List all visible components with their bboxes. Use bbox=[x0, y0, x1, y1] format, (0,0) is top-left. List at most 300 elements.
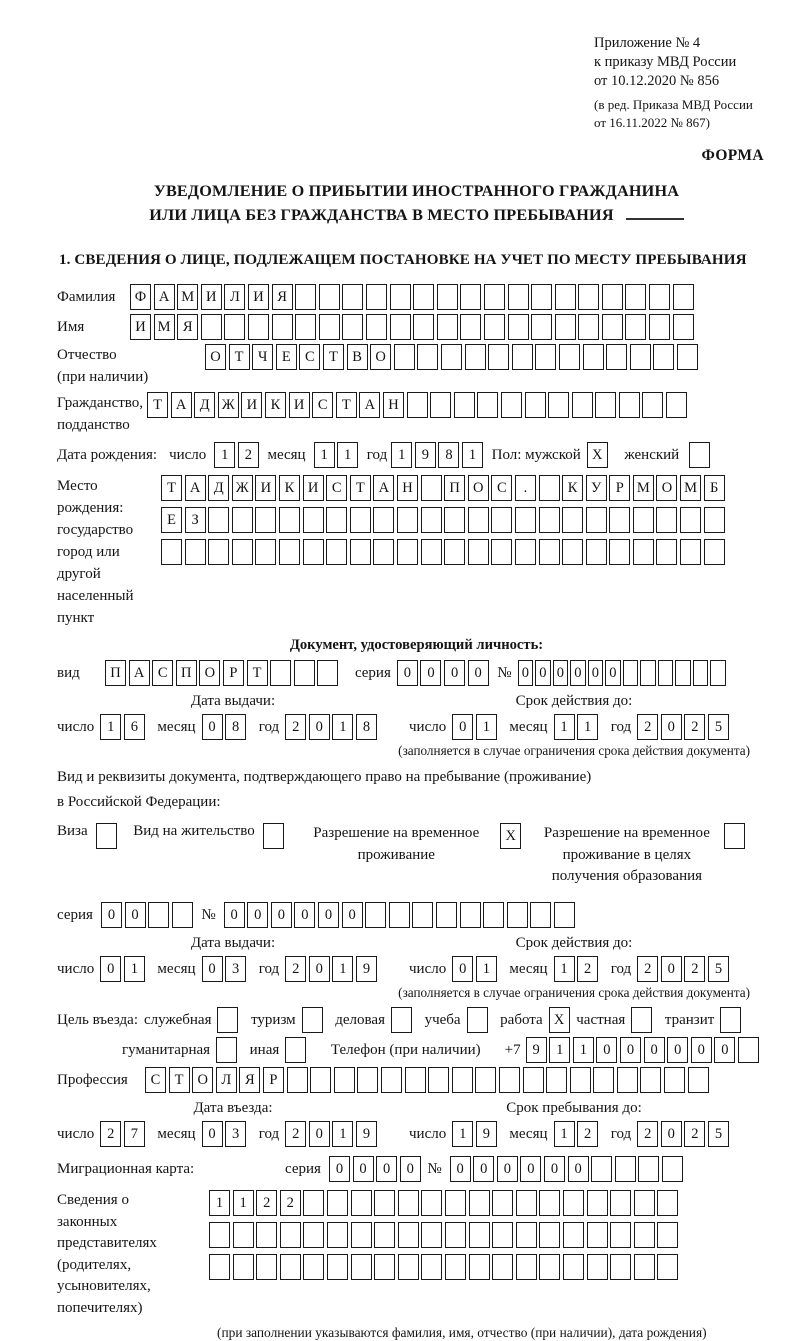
char-box[interactable]: 1 bbox=[452, 1121, 473, 1147]
migration-number-boxes[interactable] bbox=[450, 1156, 686, 1182]
char-box[interactable]: 0 bbox=[309, 1121, 330, 1147]
char-box[interactable] bbox=[357, 1067, 378, 1093]
char-box[interactable]: 0 bbox=[202, 1121, 223, 1147]
patronymic-boxes[interactable] bbox=[205, 344, 700, 370]
char-box[interactable] bbox=[319, 284, 340, 310]
char-box[interactable] bbox=[610, 1254, 631, 1280]
char-box[interactable]: 7 bbox=[124, 1121, 145, 1147]
char-box[interactable] bbox=[653, 344, 674, 370]
char-box[interactable] bbox=[625, 284, 646, 310]
char-box[interactable]: 0 bbox=[667, 1037, 688, 1063]
char-box[interactable] bbox=[689, 442, 710, 468]
char-box[interactable] bbox=[342, 314, 363, 340]
char-box[interactable]: 9 bbox=[415, 442, 436, 468]
char-box[interactable]: 1 bbox=[124, 956, 145, 982]
char-box[interactable]: Т bbox=[169, 1067, 190, 1093]
char-box[interactable] bbox=[634, 1254, 655, 1280]
char-box[interactable] bbox=[373, 539, 394, 565]
char-box[interactable]: С bbox=[312, 392, 333, 418]
char-box[interactable]: 1 bbox=[214, 442, 235, 468]
char-box[interactable]: А bbox=[373, 475, 394, 501]
char-box[interactable] bbox=[546, 1067, 567, 1093]
char-box[interactable]: З bbox=[185, 507, 206, 533]
char-box[interactable] bbox=[208, 539, 229, 565]
char-box[interactable]: Т bbox=[229, 344, 250, 370]
char-box[interactable]: Я bbox=[239, 1067, 260, 1093]
char-box[interactable]: И bbox=[255, 475, 276, 501]
char-box[interactable] bbox=[397, 539, 418, 565]
char-box[interactable]: Л bbox=[224, 284, 245, 310]
char-box[interactable]: 0 bbox=[553, 660, 569, 686]
char-box[interactable]: П bbox=[105, 660, 126, 686]
char-box[interactable] bbox=[492, 1254, 513, 1280]
char-box[interactable] bbox=[327, 1190, 348, 1216]
char-box[interactable]: 0 bbox=[468, 660, 489, 686]
char-box[interactable] bbox=[217, 1007, 238, 1033]
char-box[interactable]: С bbox=[491, 475, 512, 501]
char-box[interactable] bbox=[704, 507, 725, 533]
char-box[interactable]: И bbox=[241, 392, 262, 418]
char-box[interactable]: Ф bbox=[130, 284, 151, 310]
char-box[interactable] bbox=[285, 1037, 306, 1063]
purpose-private-checkbox[interactable] bbox=[631, 1007, 655, 1033]
char-box[interactable] bbox=[539, 475, 560, 501]
char-box[interactable] bbox=[630, 344, 651, 370]
char-box[interactable]: Б bbox=[704, 475, 725, 501]
char-box[interactable] bbox=[484, 314, 505, 340]
char-box[interactable] bbox=[374, 1222, 395, 1248]
char-box[interactable] bbox=[602, 284, 623, 310]
char-box[interactable]: С bbox=[326, 475, 347, 501]
char-box[interactable]: У bbox=[586, 475, 607, 501]
char-box[interactable] bbox=[656, 539, 677, 565]
char-box[interactable] bbox=[397, 507, 418, 533]
char-box[interactable] bbox=[640, 660, 656, 686]
char-box[interactable]: 0 bbox=[294, 902, 315, 928]
char-box[interactable]: 2 bbox=[577, 1121, 598, 1147]
char-box[interactable] bbox=[469, 1190, 490, 1216]
char-box[interactable]: Т bbox=[323, 344, 344, 370]
char-box[interactable] bbox=[535, 344, 556, 370]
char-box[interactable] bbox=[468, 507, 489, 533]
identity-issued-day-boxes[interactable] bbox=[100, 714, 147, 740]
char-box[interactable] bbox=[586, 539, 607, 565]
char-box[interactable] bbox=[677, 344, 698, 370]
char-box[interactable] bbox=[398, 1190, 419, 1216]
entry-month-boxes[interactable] bbox=[202, 1121, 249, 1147]
char-box[interactable] bbox=[233, 1254, 254, 1280]
char-box[interactable] bbox=[595, 392, 616, 418]
identity-issued-year-boxes[interactable] bbox=[285, 714, 379, 740]
char-box[interactable]: 0 bbox=[497, 1156, 518, 1182]
char-box[interactable]: X bbox=[549, 1007, 570, 1033]
char-box[interactable] bbox=[587, 1190, 608, 1216]
char-box[interactable] bbox=[606, 344, 627, 370]
identity-valid-year-boxes[interactable] bbox=[637, 714, 731, 740]
char-box[interactable]: 0 bbox=[376, 1156, 397, 1182]
char-box[interactable] bbox=[437, 314, 458, 340]
identity-valid-month-boxes[interactable] bbox=[554, 714, 601, 740]
char-box[interactable]: 0 bbox=[420, 660, 441, 686]
char-box[interactable] bbox=[525, 392, 546, 418]
char-box[interactable]: 0 bbox=[661, 1121, 682, 1147]
char-box[interactable]: 9 bbox=[526, 1037, 547, 1063]
char-box[interactable] bbox=[633, 507, 654, 533]
char-box[interactable]: 1 bbox=[476, 956, 497, 982]
char-box[interactable] bbox=[673, 314, 694, 340]
char-box[interactable]: О bbox=[192, 1067, 213, 1093]
char-box[interactable] bbox=[516, 1254, 537, 1280]
char-box[interactable] bbox=[185, 539, 206, 565]
char-box[interactable]: Е bbox=[161, 507, 182, 533]
char-box[interactable]: 0 bbox=[605, 660, 621, 686]
char-box[interactable] bbox=[445, 1222, 466, 1248]
char-box[interactable] bbox=[428, 1067, 449, 1093]
char-box[interactable]: 0 bbox=[661, 956, 682, 982]
char-box[interactable]: 1 bbox=[462, 442, 483, 468]
char-box[interactable] bbox=[342, 284, 363, 310]
char-box[interactable]: В bbox=[347, 344, 368, 370]
char-box[interactable]: 9 bbox=[476, 1121, 497, 1147]
char-box[interactable] bbox=[483, 902, 504, 928]
char-box[interactable] bbox=[664, 1067, 685, 1093]
char-box[interactable] bbox=[334, 1067, 355, 1093]
char-box[interactable] bbox=[578, 284, 599, 310]
char-box[interactable]: 0 bbox=[444, 660, 465, 686]
char-box[interactable] bbox=[609, 507, 630, 533]
char-box[interactable] bbox=[327, 1222, 348, 1248]
char-box[interactable] bbox=[657, 1222, 678, 1248]
char-box[interactable] bbox=[444, 507, 465, 533]
char-box[interactable] bbox=[421, 1254, 442, 1280]
char-box[interactable] bbox=[704, 539, 725, 565]
char-box[interactable]: Т bbox=[247, 660, 268, 686]
char-box[interactable]: 0 bbox=[518, 660, 534, 686]
char-box[interactable] bbox=[421, 1222, 442, 1248]
char-box[interactable]: 0 bbox=[202, 714, 223, 740]
char-box[interactable]: И bbox=[289, 392, 310, 418]
char-box[interactable]: 0 bbox=[596, 1037, 617, 1063]
char-box[interactable]: 0 bbox=[353, 1156, 374, 1182]
char-box[interactable]: Ж bbox=[232, 475, 253, 501]
char-box[interactable] bbox=[578, 314, 599, 340]
char-box[interactable] bbox=[516, 1222, 537, 1248]
char-box[interactable] bbox=[294, 660, 315, 686]
char-box[interactable]: 1 bbox=[554, 956, 575, 982]
birthplace-line-1-boxes[interactable] bbox=[161, 475, 727, 501]
profession-boxes[interactable] bbox=[145, 1067, 711, 1093]
char-box[interactable]: 2 bbox=[684, 714, 705, 740]
char-box[interactable] bbox=[554, 902, 575, 928]
char-box[interactable]: 0 bbox=[568, 1156, 589, 1182]
char-box[interactable]: 9 bbox=[356, 1121, 377, 1147]
char-box[interactable]: 0 bbox=[520, 1156, 541, 1182]
char-box[interactable] bbox=[523, 1067, 544, 1093]
char-box[interactable] bbox=[602, 314, 623, 340]
char-box[interactable]: Р bbox=[609, 475, 630, 501]
phone-boxes[interactable] bbox=[526, 1037, 762, 1063]
char-box[interactable] bbox=[96, 823, 117, 849]
char-box[interactable]: 2 bbox=[684, 1121, 705, 1147]
char-box[interactable]: Е bbox=[276, 344, 297, 370]
char-box[interactable]: К bbox=[279, 475, 300, 501]
char-box[interactable] bbox=[499, 1067, 520, 1093]
option-temp-permit-checkbox[interactable] bbox=[500, 823, 524, 849]
char-box[interactable]: 1 bbox=[577, 714, 598, 740]
char-box[interactable] bbox=[555, 284, 576, 310]
char-box[interactable]: 0 bbox=[620, 1037, 641, 1063]
char-box[interactable] bbox=[280, 1222, 301, 1248]
char-box[interactable] bbox=[738, 1037, 759, 1063]
char-box[interactable]: С bbox=[145, 1067, 166, 1093]
char-box[interactable] bbox=[327, 1254, 348, 1280]
char-box[interactable] bbox=[467, 1007, 488, 1033]
char-box[interactable] bbox=[638, 1156, 659, 1182]
char-box[interactable] bbox=[350, 539, 371, 565]
char-box[interactable]: П bbox=[176, 660, 197, 686]
char-box[interactable]: А bbox=[359, 392, 380, 418]
char-box[interactable] bbox=[391, 1007, 412, 1033]
char-box[interactable]: 1 bbox=[549, 1037, 570, 1063]
residence-series-boxes[interactable] bbox=[101, 902, 195, 928]
char-box[interactable]: 5 bbox=[708, 714, 729, 740]
residence-issued-year-boxes[interactable] bbox=[285, 956, 379, 982]
char-box[interactable] bbox=[374, 1254, 395, 1280]
char-box[interactable]: 8 bbox=[356, 714, 377, 740]
char-box[interactable]: 0 bbox=[691, 1037, 712, 1063]
char-box[interactable] bbox=[209, 1222, 230, 1248]
char-box[interactable]: 0 bbox=[544, 1156, 565, 1182]
char-box[interactable]: 2 bbox=[637, 956, 658, 982]
birth-year-boxes[interactable] bbox=[391, 442, 485, 468]
char-box[interactable] bbox=[720, 1007, 741, 1033]
char-box[interactable]: 0 bbox=[644, 1037, 665, 1063]
char-box[interactable]: 1 bbox=[332, 956, 353, 982]
char-box[interactable]: Т bbox=[161, 475, 182, 501]
char-box[interactable] bbox=[436, 902, 457, 928]
char-box[interactable]: 0 bbox=[271, 902, 292, 928]
char-box[interactable] bbox=[572, 392, 593, 418]
char-box[interactable]: 0 bbox=[318, 902, 339, 928]
char-box[interactable]: 0 bbox=[400, 1156, 421, 1182]
char-box[interactable] bbox=[365, 902, 386, 928]
char-box[interactable]: 5 bbox=[708, 1121, 729, 1147]
char-box[interactable] bbox=[255, 539, 276, 565]
char-box[interactable]: X bbox=[587, 442, 608, 468]
char-box[interactable] bbox=[539, 539, 560, 565]
char-box[interactable] bbox=[216, 1037, 237, 1063]
char-box[interactable] bbox=[417, 344, 438, 370]
sex-male-checkbox[interactable] bbox=[587, 442, 611, 468]
char-box[interactable]: 1 bbox=[554, 1121, 575, 1147]
char-box[interactable]: 2 bbox=[285, 714, 306, 740]
char-box[interactable] bbox=[469, 1254, 490, 1280]
char-box[interactable] bbox=[570, 1067, 591, 1093]
residence-valid-year-boxes[interactable] bbox=[637, 956, 731, 982]
char-box[interactable]: Л bbox=[216, 1067, 237, 1093]
char-box[interactable] bbox=[421, 539, 442, 565]
char-box[interactable] bbox=[256, 1254, 277, 1280]
char-box[interactable]: 0 bbox=[714, 1037, 735, 1063]
char-box[interactable] bbox=[366, 314, 387, 340]
char-box[interactable] bbox=[263, 823, 284, 849]
char-box[interactable] bbox=[279, 507, 300, 533]
char-box[interactable]: 0 bbox=[224, 902, 245, 928]
char-box[interactable]: 0 bbox=[100, 956, 121, 982]
identity-kind-boxes[interactable] bbox=[105, 660, 341, 686]
char-box[interactable]: Д bbox=[194, 392, 215, 418]
char-box[interactable] bbox=[477, 392, 498, 418]
char-box[interactable] bbox=[610, 1222, 631, 1248]
char-box[interactable] bbox=[531, 314, 552, 340]
char-box[interactable]: Я bbox=[177, 314, 198, 340]
char-box[interactable] bbox=[209, 1254, 230, 1280]
char-box[interactable]: 0 bbox=[473, 1156, 494, 1182]
char-box[interactable] bbox=[555, 314, 576, 340]
char-box[interactable] bbox=[452, 1067, 473, 1093]
char-box[interactable] bbox=[460, 902, 481, 928]
char-box[interactable] bbox=[303, 1190, 324, 1216]
stay-day-boxes[interactable] bbox=[452, 1121, 499, 1147]
char-box[interactable] bbox=[563, 1190, 584, 1216]
char-box[interactable] bbox=[398, 1254, 419, 1280]
char-box[interactable] bbox=[609, 539, 630, 565]
char-box[interactable]: Я bbox=[272, 284, 293, 310]
birthplace-line-2-boxes[interactable] bbox=[161, 507, 727, 533]
char-box[interactable]: 0 bbox=[309, 714, 330, 740]
char-box[interactable] bbox=[201, 314, 222, 340]
residence-number-boxes[interactable] bbox=[224, 902, 578, 928]
char-box[interactable] bbox=[208, 507, 229, 533]
char-box[interactable] bbox=[539, 1254, 560, 1280]
char-box[interactable]: 1 bbox=[476, 714, 497, 740]
char-box[interactable] bbox=[319, 314, 340, 340]
char-box[interactable]: М bbox=[154, 314, 175, 340]
char-box[interactable] bbox=[413, 314, 434, 340]
char-box[interactable]: 2 bbox=[280, 1190, 301, 1216]
char-box[interactable] bbox=[233, 1222, 254, 1248]
representatives-line-3-boxes[interactable] bbox=[209, 1254, 681, 1280]
char-box[interactable]: О bbox=[656, 475, 677, 501]
char-box[interactable] bbox=[623, 660, 639, 686]
char-box[interactable]: К bbox=[562, 475, 583, 501]
purpose-work-checkbox[interactable] bbox=[549, 1007, 573, 1033]
char-box[interactable] bbox=[302, 1007, 323, 1033]
entry-day-boxes[interactable] bbox=[100, 1121, 147, 1147]
char-box[interactable]: 3 bbox=[225, 956, 246, 982]
representatives-line-2-boxes[interactable] bbox=[209, 1222, 681, 1248]
char-box[interactable] bbox=[634, 1190, 655, 1216]
char-box[interactable] bbox=[255, 507, 276, 533]
char-box[interactable] bbox=[351, 1254, 372, 1280]
residence-valid-month-boxes[interactable] bbox=[554, 956, 601, 982]
char-box[interactable] bbox=[405, 1067, 426, 1093]
char-box[interactable] bbox=[656, 507, 677, 533]
char-box[interactable]: М bbox=[680, 475, 701, 501]
char-box[interactable]: 2 bbox=[256, 1190, 277, 1216]
char-box[interactable] bbox=[548, 392, 569, 418]
char-box[interactable]: 0 bbox=[101, 902, 122, 928]
char-box[interactable] bbox=[631, 1007, 652, 1033]
identity-series-boxes[interactable] bbox=[397, 660, 491, 686]
char-box[interactable] bbox=[407, 392, 428, 418]
char-box[interactable] bbox=[491, 539, 512, 565]
char-box[interactable]: 6 bbox=[124, 714, 145, 740]
char-box[interactable]: П bbox=[444, 475, 465, 501]
char-box[interactable]: И bbox=[201, 284, 222, 310]
char-box[interactable]: А bbox=[171, 392, 192, 418]
identity-valid-day-boxes[interactable] bbox=[452, 714, 499, 740]
identity-issued-month-boxes[interactable] bbox=[202, 714, 249, 740]
citizenship-boxes[interactable] bbox=[147, 392, 690, 418]
char-box[interactable] bbox=[468, 539, 489, 565]
char-box[interactable] bbox=[441, 344, 462, 370]
char-box[interactable] bbox=[295, 314, 316, 340]
char-box[interactable] bbox=[280, 1254, 301, 1280]
char-box[interactable] bbox=[539, 1222, 560, 1248]
char-box[interactable] bbox=[469, 1222, 490, 1248]
residence-valid-day-boxes[interactable] bbox=[452, 956, 499, 982]
char-box[interactable] bbox=[625, 314, 646, 340]
char-box[interactable]: И bbox=[303, 475, 324, 501]
char-box[interactable]: Р bbox=[223, 660, 244, 686]
residence-issued-month-boxes[interactable] bbox=[202, 956, 249, 982]
char-box[interactable]: А bbox=[154, 284, 175, 310]
char-box[interactable] bbox=[465, 344, 486, 370]
char-box[interactable]: 0 bbox=[588, 660, 604, 686]
char-box[interactable] bbox=[673, 284, 694, 310]
representatives-line-1-boxes[interactable] bbox=[209, 1190, 681, 1216]
char-box[interactable] bbox=[657, 1190, 678, 1216]
char-box[interactable] bbox=[642, 392, 663, 418]
char-box[interactable]: С bbox=[152, 660, 173, 686]
char-box[interactable]: Т bbox=[147, 392, 168, 418]
char-box[interactable] bbox=[634, 1222, 655, 1248]
char-box[interactable] bbox=[421, 1190, 442, 1216]
char-box[interactable] bbox=[303, 1222, 324, 1248]
char-box[interactable] bbox=[484, 284, 505, 310]
char-box[interactable] bbox=[562, 507, 583, 533]
char-box[interactable] bbox=[649, 314, 670, 340]
char-box[interactable] bbox=[366, 284, 387, 310]
char-box[interactable]: X bbox=[500, 823, 521, 849]
char-box[interactable]: О bbox=[370, 344, 391, 370]
char-box[interactable]: 2 bbox=[637, 1121, 658, 1147]
char-box[interactable]: 0 bbox=[535, 660, 551, 686]
option-visa-checkbox[interactable] bbox=[96, 823, 120, 849]
char-box[interactable]: 1 bbox=[332, 714, 353, 740]
char-box[interactable]: А bbox=[185, 475, 206, 501]
char-box[interactable] bbox=[350, 507, 371, 533]
purpose-other-checkbox[interactable] bbox=[285, 1037, 309, 1063]
char-box[interactable]: 1 bbox=[554, 714, 575, 740]
sex-female-checkbox[interactable] bbox=[689, 442, 713, 468]
char-box[interactable]: 0 bbox=[570, 660, 586, 686]
char-box[interactable]: 2 bbox=[637, 714, 658, 740]
purpose-tourism-checkbox[interactable] bbox=[302, 1007, 326, 1033]
char-box[interactable] bbox=[421, 507, 442, 533]
char-box[interactable]: Д bbox=[208, 475, 229, 501]
char-box[interactable] bbox=[640, 1067, 661, 1093]
char-box[interactable]: 1 bbox=[209, 1190, 230, 1216]
char-box[interactable] bbox=[232, 507, 253, 533]
char-box[interactable] bbox=[232, 539, 253, 565]
char-box[interactable] bbox=[398, 1222, 419, 1248]
char-box[interactable]: 0 bbox=[661, 714, 682, 740]
option-edu-permit-checkbox[interactable] bbox=[724, 823, 748, 849]
identity-number-boxes[interactable] bbox=[518, 660, 728, 686]
char-box[interactable]: 0 bbox=[450, 1156, 471, 1182]
